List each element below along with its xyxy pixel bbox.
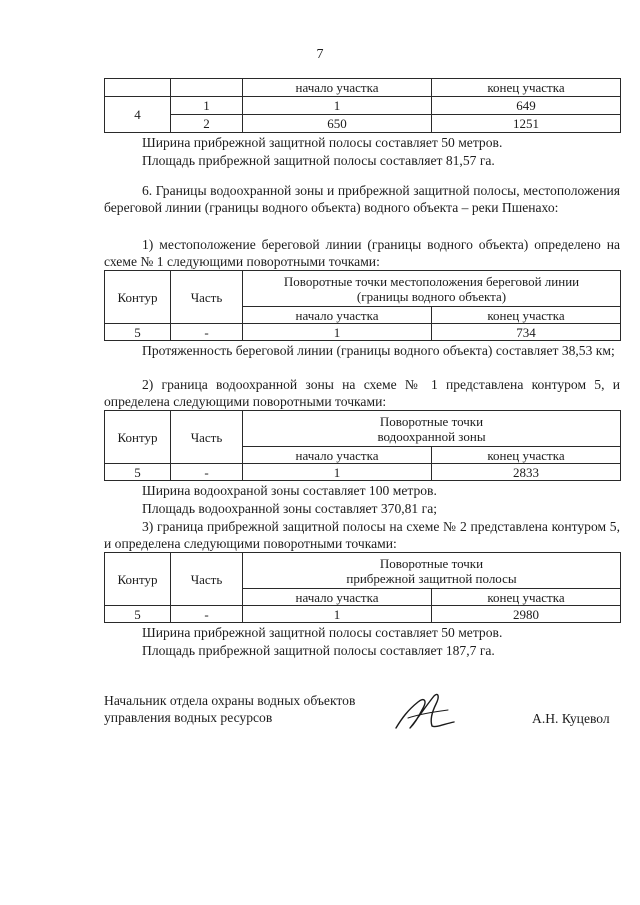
shoreline-table [104,270,621,341]
col-header-part: Часть [171,271,243,324]
start-cell: 1 [243,606,432,623]
col-header-start: начало участка [243,307,432,324]
col-header-contour: Контур [105,553,171,606]
text-area: Площадь прибрежной защитной полосы составляет 81,57 га. [142,153,495,168]
col-group-header [243,411,621,447]
signatory-title [104,692,355,726]
col-header-end: конец участка [432,447,621,464]
water-protection-zone-table [104,410,621,481]
contour-cell: 5 [105,606,171,623]
section-6-heading: 6. Границы водоохранной зоны и прибрежной защитной полосы, местоположения береговой линии (границы водного объекта) водного объекта – реки Пшенахо: [104,183,620,215]
signatory-name: А.Н. Куцевол [532,711,610,726]
col-header-start: начало участка [243,447,432,464]
end-cell: 2833 [432,464,621,481]
page-number: 7 [316,47,324,62]
cell [171,79,243,97]
end-cell: 2980 [432,606,621,623]
col-header-end: конец участка [432,307,621,324]
part-cell: 1 [171,97,243,115]
text-width: Ширина прибрежной защитной полосы составляет 50 метров. [142,135,503,150]
part-cell: - [171,464,243,481]
col-header-contour: Контур [105,411,171,464]
col-header-contour: Контур [105,271,171,324]
col-header-start: начало участка [243,79,432,97]
contour-cell: 5 [105,324,171,341]
coastal-strip-table [104,552,621,623]
col-group-header: Поворотные точки местоположения береговой линии (границы водного объекта) [243,271,621,307]
contour-cell: 5 [105,464,171,481]
item-2: 2) граница водоохранной зоны на схеме № 1 представлена контуром 5, и определена следующими поворотными точками: [104,377,620,409]
start-cell: 650 [243,115,432,133]
group-line-1: Поворотные точки [379,555,484,571]
zone-area-text: Площадь водоохранной зоны составляет 370,81 га; [142,501,438,516]
col-header-part: Часть [171,411,243,464]
col-header-end: конец участка [432,79,621,97]
item-3: 3) граница прибрежной защитной полосы на схеме № 2 представлена контуром 5, и определена следующими поворотными точками: [104,519,620,551]
strip-width-text: Ширина прибрежной защитной полосы составляет 50 метров. [142,625,503,640]
start-cell: 1 [243,324,432,341]
part-cell: - [171,324,243,341]
handwritten-signature-icon [388,688,468,738]
start-cell: 1 [243,464,432,481]
col-header-start: начало участка [243,589,432,606]
col-header-end: конец участка [432,589,621,606]
contour-cell: 4 [105,97,171,133]
length-text: Протяженность береговой линии (границы водного объекта) составляет 38,53 км; [142,343,615,358]
end-cell: 734 [432,324,621,341]
end-cell: 1251 [432,115,621,133]
col-group-header [243,553,621,589]
start-cell: 1 [243,97,432,115]
signatory-title-line-1: Начальник отдела охраны водных объектов [104,693,356,708]
zone-width-text: Ширина водоохраной зоны составляет 100 метров. [142,483,437,498]
continuation-table [104,78,621,133]
group-line-2: водоохранной зоны [377,428,486,444]
group-line-1: Поворотные точки [379,413,484,429]
part-cell: - [171,606,243,623]
cell [105,79,171,97]
group-line-2: прибрежной защитной полосы [346,570,517,586]
col-header-part: Часть [171,553,243,606]
part-cell: 2 [171,115,243,133]
signatory-title-line-2: управления водных ресурсов [104,710,273,725]
item-1: 1) местоположение береговой линии (границы водного объекта) определено на схеме № 1 следующими поворотными точками: [104,237,620,269]
end-cell: 649 [432,97,621,115]
strip-area-text: Площадь прибрежной защитной полосы составляет 187,7 га. [142,643,495,658]
